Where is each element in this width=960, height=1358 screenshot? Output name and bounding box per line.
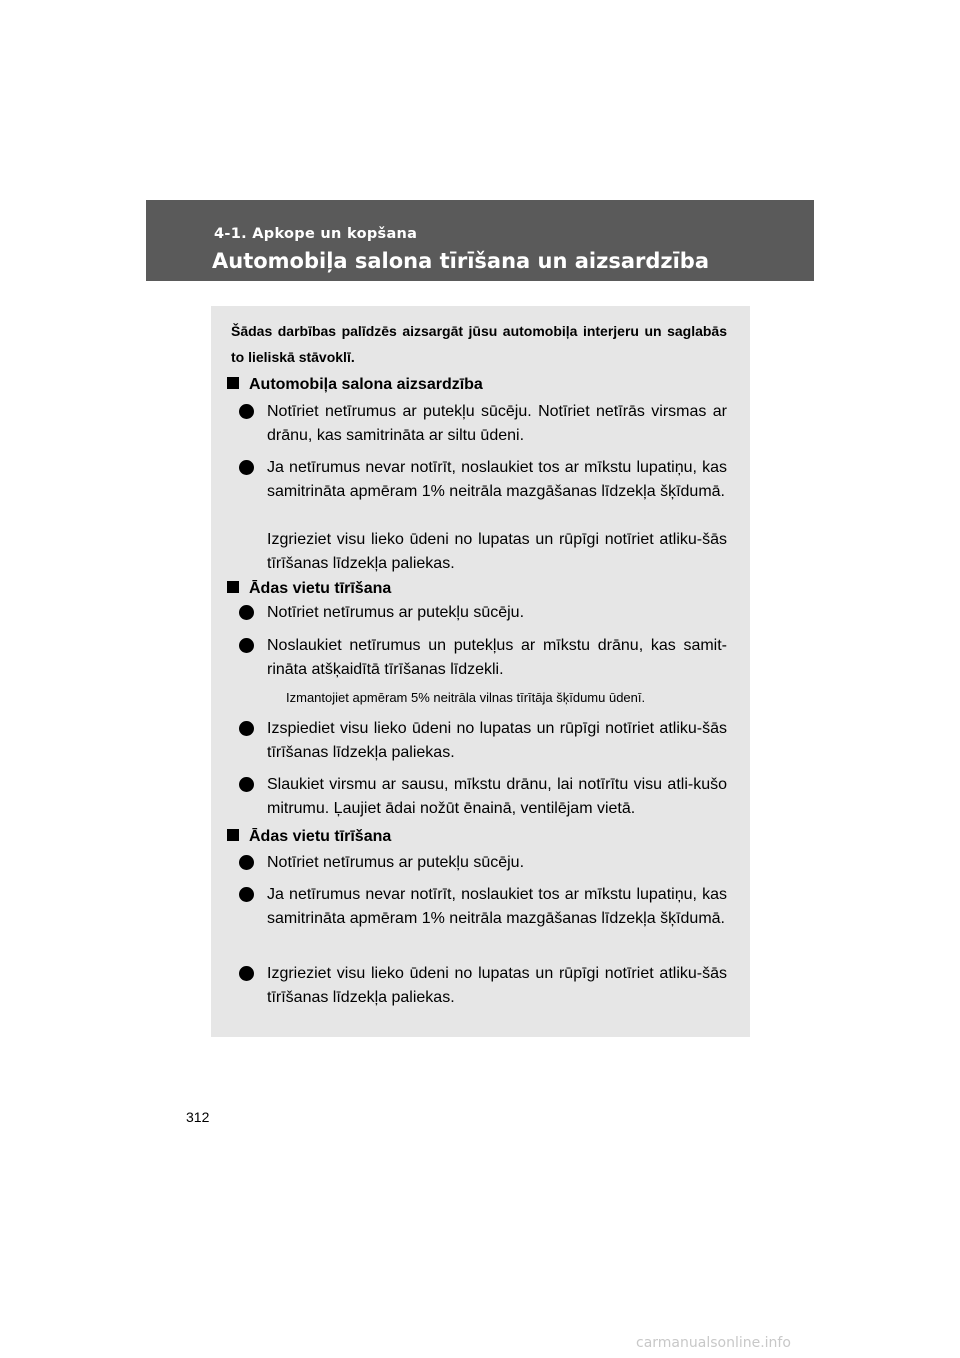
- section-heading-leather-2: Ādas vietu tīrīšana: [227, 825, 391, 849]
- square-bullet-icon: [227, 829, 239, 841]
- section-label: 4-1. Apkope un kopšana: [214, 226, 418, 242]
- round-bullet-icon: [239, 460, 254, 475]
- list-item: Izspiediet visu lieko ūdeni no lupatas un rūpīgi notīriet atliku-šās tīrīšanas līdzekļa paliekas.: [267, 717, 727, 765]
- content-box: [211, 306, 750, 1037]
- round-bullet-icon: [239, 777, 254, 792]
- watermark: carmanualsonline.info: [636, 1335, 791, 1351]
- section-heading-leather: Ādas vietu tīrīšana: [227, 577, 391, 601]
- round-bullet-icon: [239, 887, 254, 902]
- list-item: Ja netīrumus nevar notīrīt, noslaukiet tos ar mīkstu lupatiņu, kas samitrināta apmēram 1% neitrāla mazgāšanas līdzekļa šķīdumā.: [267, 883, 727, 931]
- page-number: 312: [186, 1109, 210, 1125]
- note-text: Izmantojiet apmēram 5% neitrāla vilnas tīrītāja šķīdumu ūdenī.: [286, 690, 646, 705]
- round-bullet-icon: [239, 638, 254, 653]
- round-bullet-icon: [239, 966, 254, 981]
- list-item: Slaukiet virsmu ar sausu, mīkstu drānu, lai notīrītu visu atli-kušo mitrumu. Ļaujiet ādai nožūt ēnainā, ventilējam vietā.: [267, 773, 727, 821]
- list-item: Noslaukiet netīrumus un putekļus ar mīkstu drānu, kas samit-rināta atšķaidītā tīrīšanas līdzekli.: [267, 634, 727, 682]
- chapter-header: [146, 200, 814, 281]
- round-bullet-icon: [239, 855, 254, 870]
- list-item: Ja netīrumus nevar notīrīt, noslaukiet tos ar mīkstu lupatiņu, kas samitrināta apmēram 1% neitrāla mazgāšanas līdzekļa šķīdumā.: [267, 456, 727, 504]
- intro-text: Šādas darbības palīdzēs aizsargāt jūsu automobiļa interjeru un saglabās to lieliskā stāvoklī.: [231, 323, 727, 365]
- round-bullet-icon: [239, 605, 254, 620]
- round-bullet-icon: [239, 404, 254, 419]
- round-bullet-icon: [239, 721, 254, 736]
- square-bullet-icon: [227, 377, 239, 389]
- list-item: Notīriet netīrumus ar putekļu sūcēju. Notīriet netīrās virsmas ar drānu, kas samitrināta ar siltu ūdeni.: [267, 400, 727, 448]
- list-item: Izgrieziet visu lieko ūdeni no lupatas un rūpīgi notīriet atliku-šās tīrīšanas līdzekļa paliekas.: [267, 962, 727, 1010]
- list-item: Notīriet netīrumus ar putekļu sūcēju.: [267, 851, 727, 875]
- list-item: Notīriet netīrumus ar putekļu sūcēju.: [267, 601, 727, 625]
- section-heading-protection: Automobiļa salona aizsardzība: [227, 373, 483, 397]
- page-title: Automobiļa salona tīrīšana un aizsardzība: [212, 249, 709, 273]
- list-item-continuation: Izgrieziet visu lieko ūdeni no lupatas un rūpīgi notīriet atliku-šās tīrīšanas līdzekļa paliekas.: [267, 531, 727, 572]
- square-bullet-icon: [227, 581, 239, 593]
